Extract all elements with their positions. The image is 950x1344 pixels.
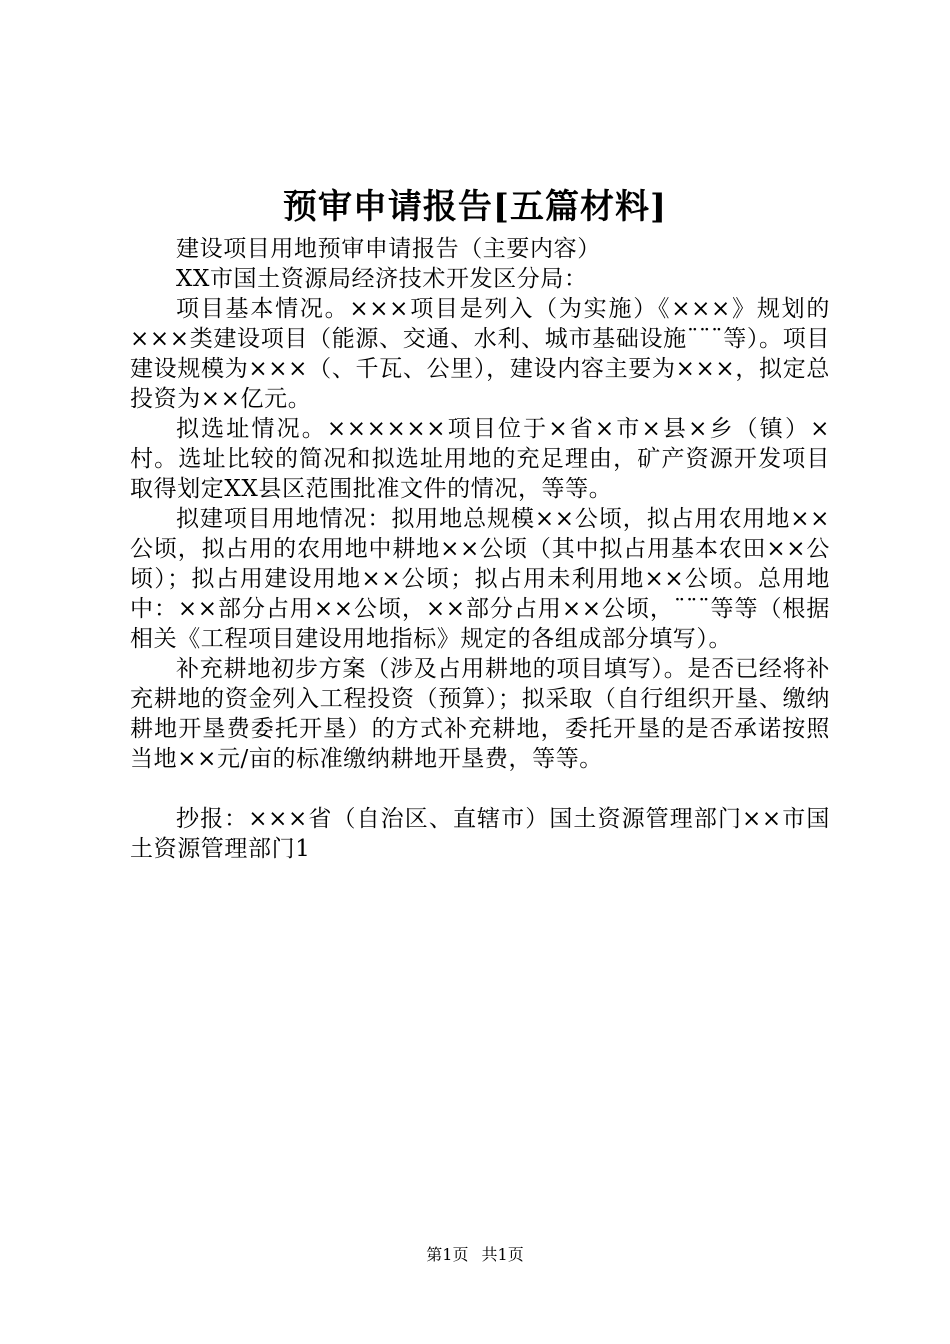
document-title: 预审申请报告[五篇材料] [282, 187, 668, 227]
paragraph-subject: 建设项目用地预审申请报告（主要内容） [176, 236, 601, 262]
paragraph-cc: 抄报：×××省（自治区、直辖市）国土资源管理部门××市国土资源管理部门1 [130, 806, 830, 862]
paragraph-project-basics: 项目基本情况。×××项目是列入（为实施）《×××》规划的×××类建设项目（能源、交通、水利、城市基础设施¨¨¨等）。项目建设规模为×××（、千瓦、公里），建设内容主要为×××，拟定总投资为××亿元。 [130, 296, 830, 412]
page-total: 共1页 [481, 1245, 524, 1264]
page-footer [0, 1244, 950, 1266]
paragraph-land-use: 拟建项目用地情况：拟用地总规模××公顷，拟占用农用地××公顷，拟占用的农用地中耕地××公顷（其中拟占用基本农田××公顷）；拟占用建设用地××公顷；拟占用未利用地××公顷。总用地中：××部分占用××公顷，××部分占用××公顷，¨¨¨等等（根据相关《工程项目建设用地指标》规定的各组成部分填写）。 [130, 506, 830, 652]
document-body [130, 234, 830, 864]
page-number: 第1页 [426, 1245, 469, 1264]
paragraph-addressee: XX市国土资源局经济技术开发区分局： [176, 266, 588, 292]
paragraph-farmland-compensation: 补充耕地初步方案（涉及占用耕地的项目填写）。是否已经将补充耕地的资金列入工程投资（预算）；拟采取（自行组织开垦、缴纳耕地开垦费委托开垦）的方式补充耕地，委托开垦的是否承诺按照当地××元/亩的标准缴纳耕地开垦费，等等。 [130, 656, 830, 772]
paragraph-site-selection: 拟选址情况。××××××项目位于×省×市×县×乡（镇）×村。选址比较的简况和拟选址用地的充足理由，矿产资源开发项目取得划定XX县区范围批准文件的情况，等等。 [130, 416, 830, 502]
